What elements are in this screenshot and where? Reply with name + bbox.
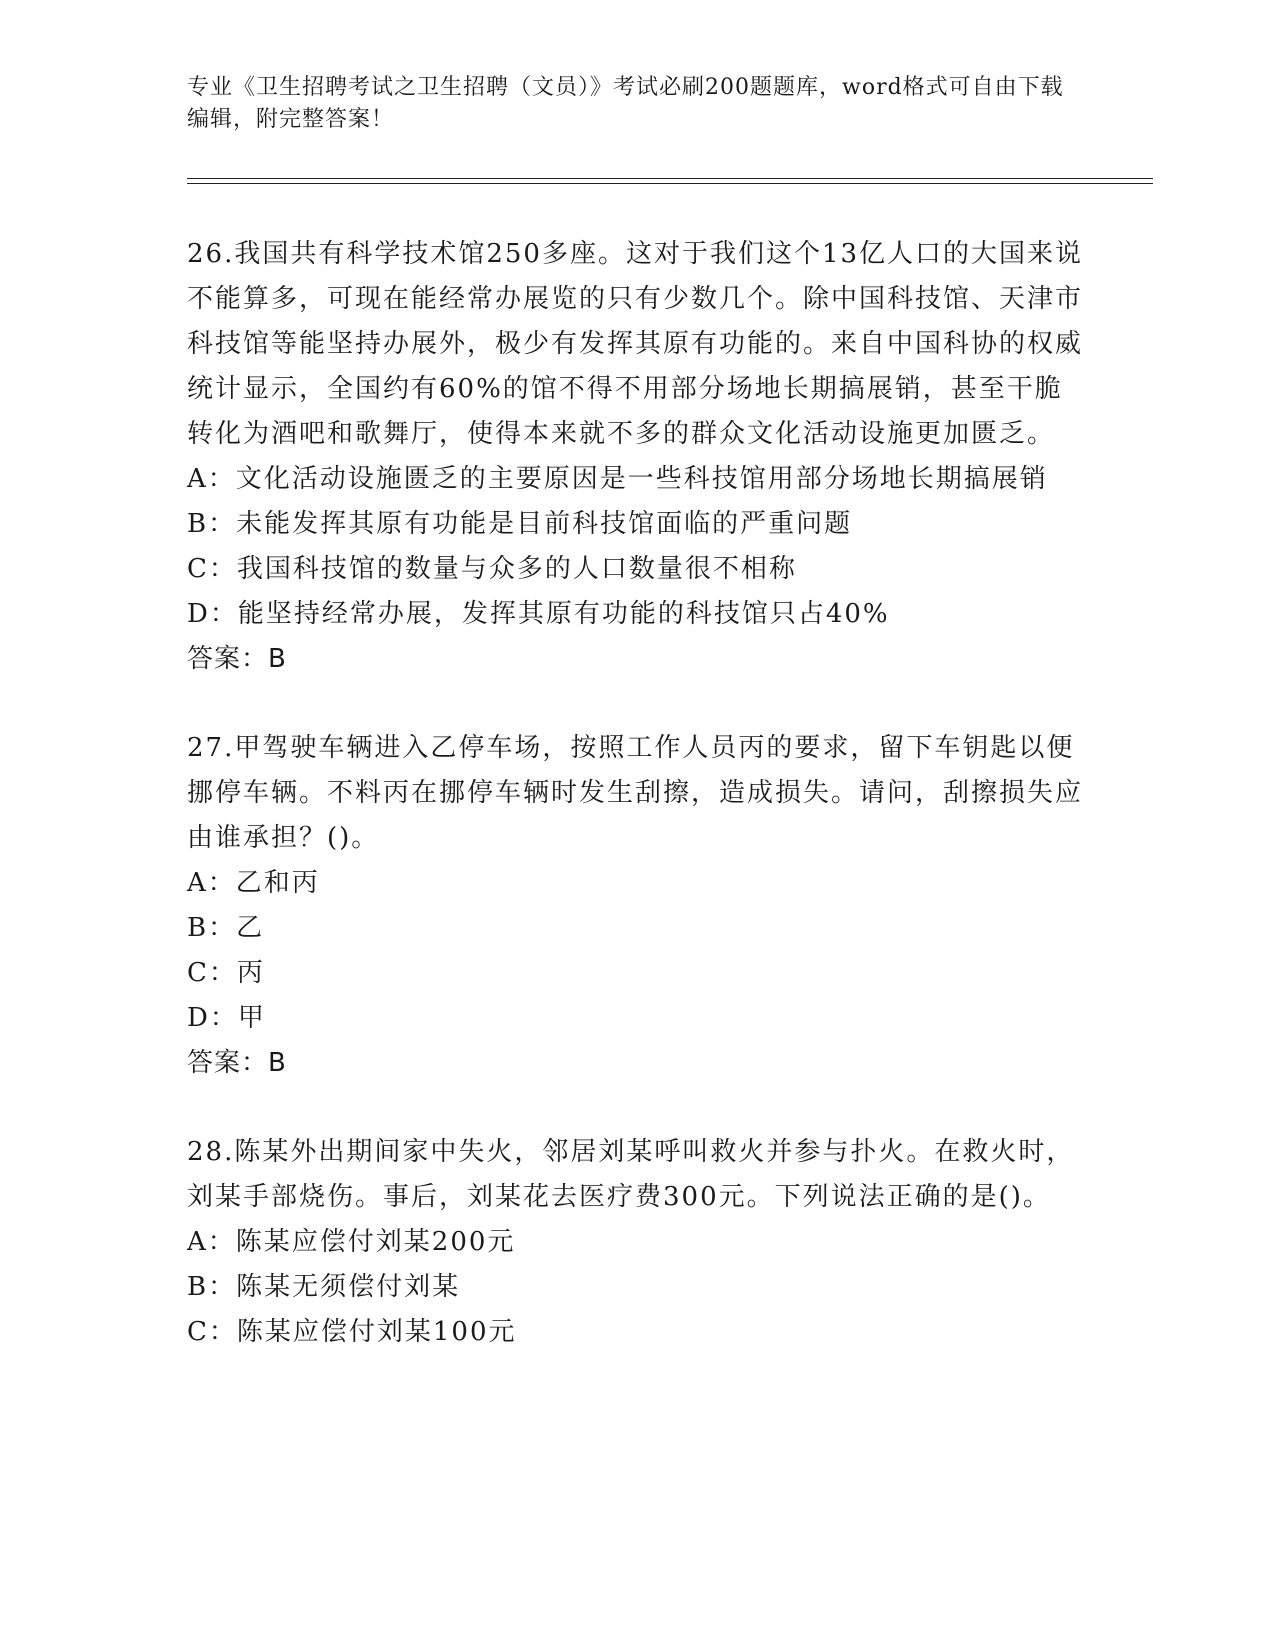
option-a: A：乙和丙 xyxy=(187,868,320,898)
header-divider-top xyxy=(187,178,1153,179)
option-c: C：我国科技馆的数量与众多的人口数量很不相称 xyxy=(187,554,797,584)
header-divider-bottom xyxy=(187,183,1153,184)
document-header: 专业《卫生招聘考试之卫生招聘（文员）》考试必刷200题题库，word格式可自由下载编辑，附完整答案！ xyxy=(187,75,1064,132)
option-a: A：文化活动设施匮乏的主要原因是一些科技馆用部分场地长期搞展销 xyxy=(187,464,1048,494)
question-stem: 28.陈某外出期间家中失火，邻居刘某呼叫救火并参与扑火。在救火时，刘某手部烧伤。事后，刘某花去医疗费300元。下列说法正确的是()。 xyxy=(187,1137,1075,1212)
option-d: D：能坚持经常办展，发挥其原有功能的科技馆只占40% xyxy=(187,599,890,629)
question-stem: 26.我国共有科学技术馆250多座。这对于我们这个13亿人口的大国来说不能算多，可现在能经常办展览的只有少数几个。除中国科技馆、天津市科技馆等能坚持办展外，极少有发挥其原有功能的。来自中国科协的权威统计显示，全国约有60%的馆不得不用部分场地长期搞展销，甚至干脆转化为酒吧和歌舞厅，使得本来就不多的群众文化活动设施更加匮乏。 xyxy=(187,239,1084,449)
question-list xyxy=(187,232,1087,1399)
question-stem: 27.甲驾驶车辆进入乙停车场，按照工作人员丙的要求，留下车钥匙以便挪停车辆。不料丙在挪停车辆时发生刮擦，造成损失。请问，刮擦损失应由谁承担？()。 xyxy=(187,733,1084,853)
option-b: B：乙 xyxy=(187,913,265,943)
option-d: D：甲 xyxy=(187,1003,266,1033)
option-b: B：未能发挥其原有功能是目前科技馆面临的严重问题 xyxy=(187,509,853,539)
option-a: A：陈某应偿付刘某200元 xyxy=(187,1227,516,1257)
option-b: B：陈某无须偿付刘某 xyxy=(187,1272,461,1302)
answer-line: 答案：B xyxy=(187,644,287,674)
option-c: C：陈某应偿付刘某100元 xyxy=(187,1317,517,1347)
answer-line: 答案：B xyxy=(187,1048,287,1078)
option-c: C：丙 xyxy=(187,958,265,988)
question-26 xyxy=(187,232,1087,682)
question-27 xyxy=(187,726,1087,1086)
question-28 xyxy=(187,1130,1087,1355)
